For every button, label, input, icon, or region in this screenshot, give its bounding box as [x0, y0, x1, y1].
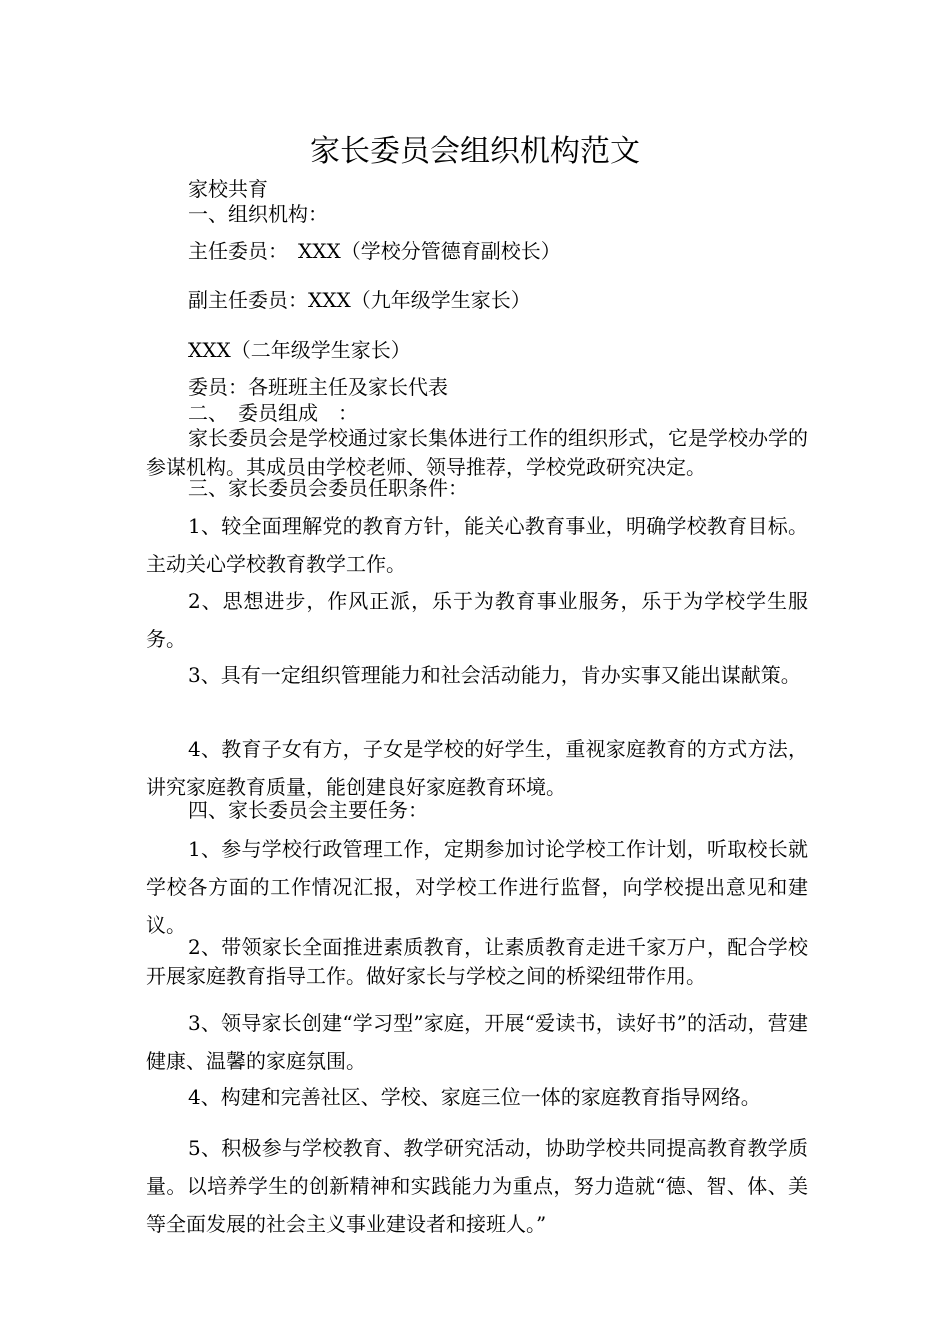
section-3-item: 2、思想进步，作风正派，乐于为教育事业服务，乐于为学校学生服务。 [146, 589, 808, 651]
vice-director-2-line: XXX（二年级学生家长） [188, 338, 411, 362]
document-title: 家长委员会组织机构范文 [310, 134, 640, 169]
section-3-item: 1、较全面理解党的教育方针，能关心教育事业，明确学校教育目标。主动关心学校教育教学工作。 [146, 514, 808, 576]
section-2-paragraph: 家长委员会是学校通过家长集体进行工作的组织形式，它是学校办学的参谋机构。其成员由学校老师、领导推荐，学校党政研究决定。 [146, 426, 808, 479]
section-4-heading: 四、家长委员会主要任务： [188, 798, 428, 822]
section-4-item: 1、参与学校行政管理工作，定期参加讨论学校工作计划，听取校长就学校各方面的工作情况汇报，对学校工作进行监督，向学校提出意见和建议。 [146, 837, 808, 937]
section-4-item: 2、带领家长全面推进素质教育，让素质教育走进千家万户，配合学校开展家庭教育指导工作。做好家长与学校之间的桥梁纽带作用。 [146, 935, 808, 988]
members-line: 委员：各班班主任及家长代表 [188, 375, 448, 399]
section-4-item: 4、构建和完善社区、学校、家庭三位一体的家庭教育指导网络。 [188, 1085, 761, 1109]
section-1-heading: 一、组织机构： [188, 202, 328, 226]
section-4-item: 3、领导家长创建“学习型”家庭，开展“爱读书，读好书”的活动，营建健康、温馨的家庭氛围。 [146, 1011, 808, 1073]
vice-director-line: 副主任委员：XXX（九年级学生家长） [188, 288, 531, 312]
section-4-item: 5、积极参与学校教育、教学研究活动，协助学校共同提高教育教学质量。以培养学生的创新精神和实践能力为重点，努力造就“德、智、体、美等全面发展的社会主义事业建设者和接班人。” [146, 1136, 808, 1236]
director-line: 主任委员： XXX（学校分管德育副校长） [188, 239, 561, 263]
section-3-item: 4、教育子女有方，子女是学校的好学生，重视家庭教育的方式方法，讲究家庭教育质量，能创建良好家庭教育环境。 [146, 737, 808, 799]
section-2-heading: 二、 委员组成 ： [188, 401, 358, 425]
section-3-item: 3、具有一定组织管理能力和社会活动能力，肯办实事又能出谋献策。 [188, 663, 801, 687]
subtitle: 家校共育 [188, 177, 268, 201]
section-3-heading: 三、家长委员会委员任职条件： [188, 476, 468, 500]
